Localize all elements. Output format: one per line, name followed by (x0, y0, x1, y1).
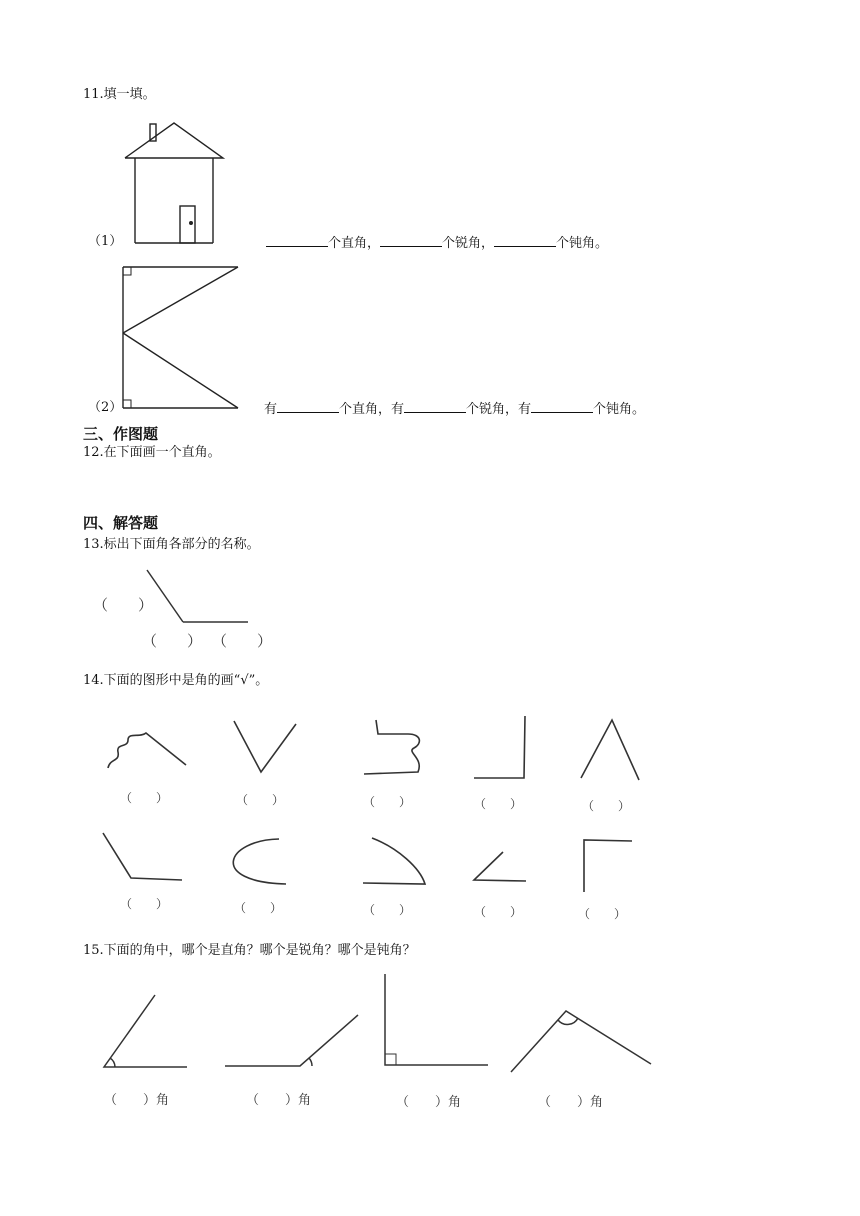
q11-part2-label: （2） (88, 400, 123, 415)
obtuse-angle-text: 个钝角。 (556, 236, 609, 251)
q15-answer-blank-1[interactable]: （ ）角 (104, 1093, 170, 1108)
answer-blank[interactable] (266, 234, 328, 247)
q14-shape-1 (108, 733, 186, 768)
obtuse-angle-text: 个钝角。 (593, 402, 646, 417)
right-angle-text: 个直角， (328, 236, 381, 251)
q13-title: 13.标出下面角各部分的名称。 (83, 537, 260, 552)
q14-shape-3 (364, 720, 419, 774)
answer-blank[interactable] (494, 234, 556, 247)
acute-angle-text: 个锐角， (442, 236, 495, 251)
answer-blank[interactable] (404, 400, 466, 413)
q12-title: 12.在下面画一个直角。 (83, 445, 221, 460)
q15-angle-1 (104, 995, 187, 1067)
answer-blank[interactable] (380, 234, 442, 247)
q14-shape-5 (581, 720, 639, 780)
q14-shape-9 (474, 852, 526, 881)
triangles-figure (123, 267, 238, 408)
q14-answer-blank-3[interactable]: （ ） (363, 795, 412, 809)
q14-shape-8 (363, 838, 425, 884)
q15-title: 15.下面的角中，哪个是直角？哪个是锐角？哪个是钝角？ (83, 943, 416, 958)
q15-angle-3 (385, 974, 488, 1065)
q14-shape-10 (584, 840, 632, 892)
q11-title: 11.填一填。 (83, 87, 156, 102)
q15-answer-blank-3[interactable]: （ ）角 (396, 1095, 462, 1110)
q15-angle-2 (225, 1015, 358, 1066)
q14-shape-7 (233, 839, 286, 884)
right-angle-text: 个直角，有 (339, 402, 405, 417)
q15-angle-4 (511, 1011, 651, 1072)
q11-part1-answer-line (266, 234, 608, 252)
house-figure (125, 123, 223, 243)
q14-shape-6 (103, 833, 182, 880)
vertex-label-blank[interactable]: （ ） (93, 596, 154, 614)
q14-answer-blank-2[interactable]: （ ） (236, 793, 285, 807)
q15-answer-blank-4[interactable]: （ ）角 (538, 1095, 604, 1110)
q14-shape-4 (474, 716, 525, 778)
q14-answer-blank-1[interactable]: （ ） (120, 791, 169, 805)
q14-answer-blank-6[interactable]: （ ） (120, 897, 169, 911)
q15-answer-blank-2[interactable]: （ ）角 (246, 1093, 312, 1108)
q14-answer-blank-8[interactable]: （ ） (363, 903, 412, 917)
q11-part1-label: （1） (88, 234, 123, 249)
q14-answer-blank-5[interactable]: （ ） (582, 799, 631, 813)
answer-blank[interactable] (531, 400, 593, 413)
q14-title: 14.下面的图形中是角的画“√”。 (83, 673, 269, 688)
section-3-heading: 三、作图题 (83, 425, 159, 443)
q11-part2-answer-line (264, 400, 645, 418)
q14-answer-blank-10[interactable]: （ ） (578, 907, 627, 921)
q14-shape-2 (234, 721, 296, 772)
answer-blank[interactable] (277, 400, 339, 413)
section-4-heading: 四、解答题 (83, 514, 159, 532)
have-text: 有 (264, 402, 278, 417)
side-label-blank[interactable]: （ ） (142, 632, 203, 650)
side-label-blank[interactable]: （ ） (212, 632, 273, 650)
q14-answer-blank-7[interactable]: （ ） (234, 901, 283, 915)
q13-angle-figure (147, 570, 248, 622)
acute-angle-text: 个锐角，有 (466, 402, 532, 417)
q14-answer-blank-4[interactable]: （ ） (474, 797, 523, 811)
q14-answer-blank-9[interactable]: （ ） (474, 905, 523, 919)
